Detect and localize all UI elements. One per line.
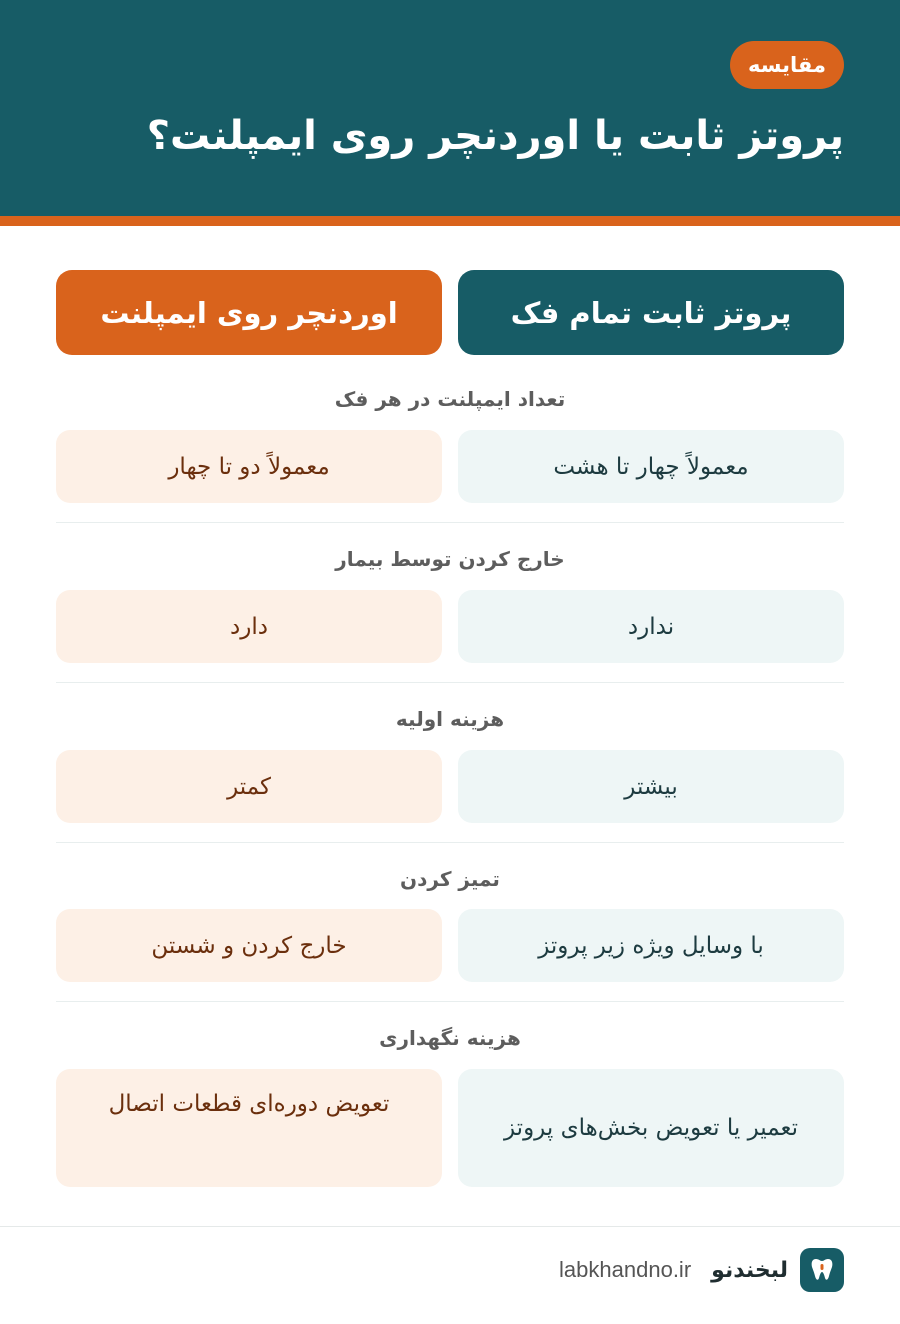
row-label: هزینه اولیه	[395, 707, 505, 731]
row-divider	[56, 1001, 844, 1002]
cell-overdenture: معمولاً دو تا چهار	[56, 430, 442, 503]
cell-fixed: تعمیر یا تعویض بخش‌های پروتز	[458, 1069, 844, 1187]
header-accent-stripe	[0, 216, 900, 226]
row-divider	[56, 522, 844, 523]
tooth-icon	[800, 1248, 844, 1292]
column-header-overdenture: اوردنچر روی ایمپلنت	[56, 270, 442, 355]
brand-name: لبخندنو	[711, 1257, 788, 1283]
header-banner	[0, 0, 900, 216]
cell-fixed: با وسایل ویژه زیر پروتز	[458, 909, 844, 982]
row-divider	[56, 682, 844, 683]
page-title: پروتز ثابت یا اوردنچر روی ایمپلنت؟	[146, 113, 844, 159]
cell-overdenture: دارد	[56, 590, 442, 663]
row-divider	[56, 842, 844, 843]
row-label: خارج کردن توسط بیمار	[335, 547, 565, 571]
cell-overdenture: تعویض دوره‌ای قطعات اتصال	[56, 1069, 442, 1187]
row-label: هزینه نگهداری	[379, 1026, 521, 1050]
cell-overdenture: کمتر	[56, 750, 442, 823]
cell-overdenture: خارج کردن و شستن	[56, 909, 442, 982]
row-label: تعداد ایمپلنت در هر فک	[334, 387, 566, 411]
footer	[559, 1248, 844, 1292]
website-link[interactable]: labkhandno.ir	[559, 1257, 692, 1282]
cell-fixed: ندارد	[458, 590, 844, 663]
cell-fixed: بیشتر	[458, 750, 844, 823]
footer-divider	[0, 1226, 900, 1227]
column-header-fixed-prosthesis: پروتز ثابت تمام فک	[458, 270, 844, 355]
row-label: تمیز کردن	[400, 867, 500, 891]
category-badge: مقایسه	[730, 41, 844, 89]
cell-fixed: معمولاً چهار تا هشت	[458, 430, 844, 503]
